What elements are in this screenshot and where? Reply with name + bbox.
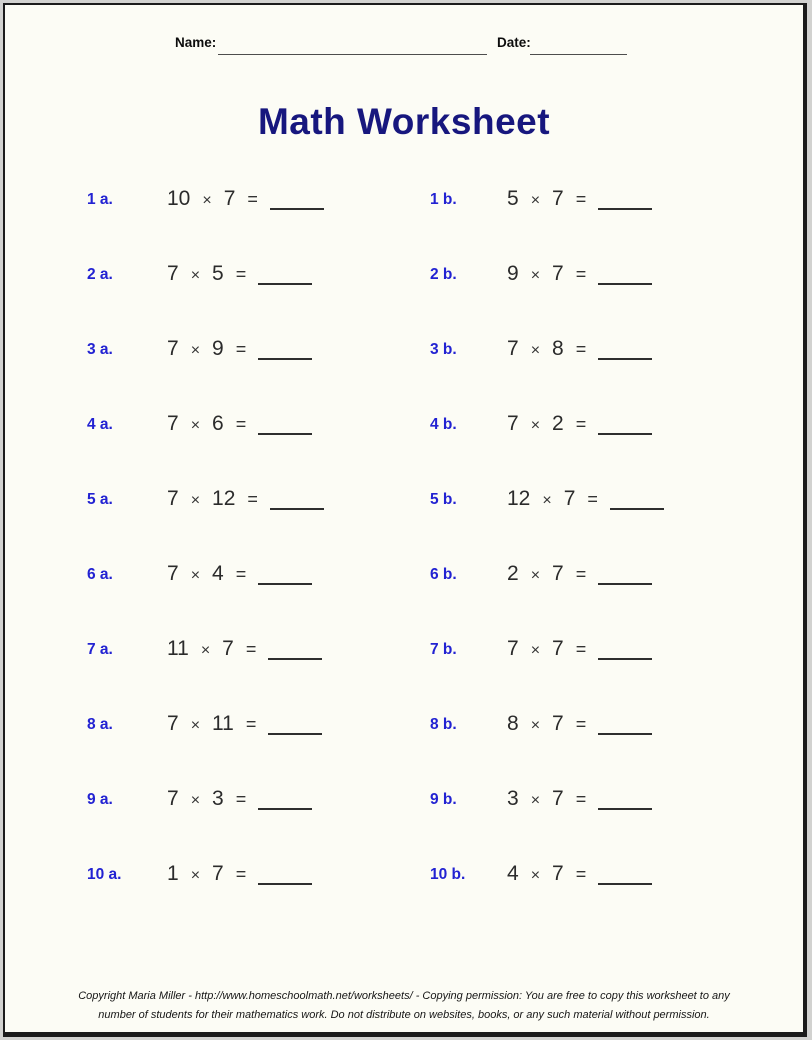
equals-sign: = [575, 414, 587, 434]
problem-row [5, 787, 803, 829]
problem-expression-b [507, 787, 652, 811]
equals-sign: = [245, 714, 257, 734]
name-label: Name: [175, 35, 217, 50]
problem-label-b: 10 b. [430, 866, 466, 883]
multiply-icon: × [190, 492, 201, 509]
factor-2: 12 [212, 487, 236, 510]
factor-2: 11 [212, 712, 234, 735]
equals-sign: = [575, 189, 587, 209]
answer-blank [258, 883, 312, 885]
answer-blank [258, 283, 312, 285]
answer-blank [268, 658, 322, 660]
answer-blank [270, 208, 324, 210]
factor-1: 1 [167, 862, 179, 885]
equals-sign: = [235, 789, 247, 809]
problem-expression-a [167, 487, 324, 511]
multiply-icon: × [530, 867, 541, 884]
problem-label-b: 1 b. [430, 191, 457, 208]
problem-label-b: 5 b. [430, 491, 457, 508]
problem-expression-a [167, 187, 324, 211]
equals-sign: = [587, 489, 598, 509]
copyright-line-2: number of students for their mathematics work. Do not distribute on websites, books, or any such material without permission. [98, 1009, 710, 1021]
factor-2: 9 [212, 337, 224, 360]
answer-blank [270, 508, 324, 510]
factor-2: 7 [552, 262, 564, 285]
factor-1: 2 [507, 562, 519, 585]
multiply-icon: × [530, 267, 541, 284]
equals-sign: = [235, 564, 247, 584]
multiply-icon: × [530, 717, 541, 734]
factor-1: 10 [167, 187, 191, 210]
factor-2: 6 [212, 412, 224, 435]
answer-blank [598, 283, 652, 285]
problem-expression-b [507, 562, 652, 586]
problem-expression-b [507, 487, 664, 511]
problem-expression-b [507, 412, 652, 436]
problem-expression-b [507, 262, 652, 286]
answer-blank [598, 808, 652, 810]
problem-label-a: 8 a. [87, 716, 113, 733]
factor-2: 7 [552, 562, 564, 585]
problem-row [5, 262, 803, 304]
factor-2: 7 [552, 712, 564, 735]
problem-label-a: 3 a. [87, 341, 113, 358]
factor-2: 7 [223, 187, 236, 210]
multiply-icon: × [190, 567, 201, 584]
answer-blank [258, 358, 312, 360]
problem-expression-a [167, 412, 312, 436]
equals-sign: = [235, 264, 247, 284]
factor-1: 5 [507, 187, 519, 210]
problem-expression-b [507, 187, 652, 211]
equals-sign: = [575, 864, 587, 884]
answer-blank [598, 358, 652, 360]
problem-label-a: 5 a. [87, 491, 113, 508]
equals-sign: = [575, 564, 587, 584]
factor-2: 7 [222, 637, 234, 660]
problem-label-a: 10 a. [87, 866, 122, 883]
answer-blank [268, 733, 322, 735]
answer-blank [598, 733, 652, 735]
multiply-icon: × [190, 417, 201, 434]
problem-label-b: 6 b. [430, 566, 457, 583]
factor-2: 2 [552, 412, 564, 435]
factor-1: 7 [167, 412, 179, 435]
problem-label-a: 7 a. [87, 641, 113, 658]
multiply-icon: × [542, 492, 552, 509]
factor-2: 5 [212, 262, 224, 285]
factor-2: 7 [212, 862, 224, 885]
answer-blank [258, 433, 312, 435]
factor-2: 8 [552, 337, 564, 360]
problem-row [5, 562, 803, 604]
factor-2: 7 [552, 787, 564, 810]
problem-expression-a [167, 262, 312, 286]
name-blank-line [218, 36, 487, 55]
multiply-icon: × [200, 642, 211, 659]
factor-2: 7 [563, 487, 576, 510]
factor-1: 3 [507, 787, 519, 810]
multiply-icon: × [190, 342, 201, 359]
problem-row [5, 187, 803, 229]
equals-sign: = [575, 264, 587, 284]
problem-label-b: 9 b. [430, 791, 457, 808]
multiply-icon: × [530, 792, 541, 809]
answer-blank [258, 583, 312, 585]
multiply-icon: × [190, 867, 201, 884]
multiply-icon: × [530, 642, 541, 659]
copyright-line-1: Copyright Maria Miller - http://www.homeschoolmath.net/worksheets/ - Copying permission: You are free to copy this worksheet to any [78, 990, 730, 1002]
problem-label-a: 4 a. [87, 416, 113, 433]
factor-1: 4 [507, 862, 519, 885]
equals-sign: = [575, 339, 587, 359]
multiply-icon: × [190, 717, 201, 734]
factor-1: 7 [167, 262, 179, 285]
factor-1: 11 [167, 637, 189, 660]
equals-sign: = [575, 789, 587, 809]
factor-1: 8 [507, 712, 519, 735]
factor-2: 3 [212, 787, 224, 810]
problem-expression-b [507, 337, 652, 361]
equals-sign: = [575, 714, 587, 734]
problem-expression-a [167, 712, 322, 736]
multiply-icon: × [530, 192, 541, 209]
date-blank-line [530, 36, 627, 55]
factor-1: 7 [167, 487, 179, 510]
problem-expression-b [507, 862, 652, 886]
factor-2: 7 [552, 862, 564, 885]
answer-blank [598, 658, 652, 660]
problem-expression-b [507, 637, 652, 661]
page-title: Math Worksheet [257, 101, 551, 142]
problem-row [5, 712, 803, 754]
problem-label-a: 2 a. [87, 266, 113, 283]
factor-1: 7 [507, 412, 519, 435]
problem-row [5, 862, 803, 904]
factor-1: 7 [167, 562, 179, 585]
multiply-icon: × [190, 267, 201, 284]
equals-sign: = [575, 639, 587, 659]
problem-expression-a [167, 562, 312, 586]
problem-label-b: 3 b. [430, 341, 457, 358]
factor-1: 7 [507, 637, 519, 660]
equals-sign: = [245, 639, 257, 659]
problem-expression-a [167, 862, 312, 886]
factor-2: 7 [552, 637, 564, 660]
problem-label-b: 7 b. [430, 641, 457, 658]
worksheet-page [3, 3, 807, 1037]
factor-2: 7 [552, 187, 564, 210]
copyright-footer [5, 987, 803, 1025]
factor-1: 12 [507, 487, 531, 510]
problem-label-a: 6 a. [87, 566, 113, 583]
multiply-icon: × [202, 192, 212, 209]
problem-expression-a [167, 337, 312, 361]
equals-sign: = [247, 189, 258, 209]
problem-row [5, 412, 803, 454]
equals-sign: = [235, 864, 247, 884]
factor-1: 7 [167, 712, 179, 735]
factor-1: 7 [507, 337, 519, 360]
date-label: Date: [497, 35, 531, 50]
multiply-icon: × [530, 567, 541, 584]
answer-blank [610, 508, 664, 510]
problem-label-b: 4 b. [430, 416, 457, 433]
multiply-icon: × [190, 792, 201, 809]
factor-1: 9 [507, 262, 519, 285]
equals-sign: = [235, 414, 247, 434]
factor-2: 4 [212, 562, 224, 585]
problem-label-b: 2 b. [430, 266, 457, 283]
answer-blank [598, 583, 652, 585]
problem-row [5, 637, 803, 679]
equals-sign: = [235, 339, 247, 359]
factor-1: 7 [167, 337, 179, 360]
equals-sign: = [247, 489, 258, 509]
problem-label-a: 9 a. [87, 791, 113, 808]
answer-blank [598, 883, 652, 885]
answer-blank [258, 808, 312, 810]
multiply-icon: × [530, 417, 541, 434]
answer-blank [598, 208, 652, 210]
multiply-icon: × [530, 342, 541, 359]
factor-1: 7 [167, 787, 179, 810]
answer-blank [598, 433, 652, 435]
problem-expression-a [167, 787, 312, 811]
problem-row [5, 337, 803, 379]
problem-row [5, 487, 803, 529]
problem-label-a: 1 a. [87, 191, 113, 208]
problem-expression-b [507, 712, 652, 736]
problem-label-b: 8 b. [430, 716, 457, 733]
problem-expression-a [167, 637, 322, 661]
